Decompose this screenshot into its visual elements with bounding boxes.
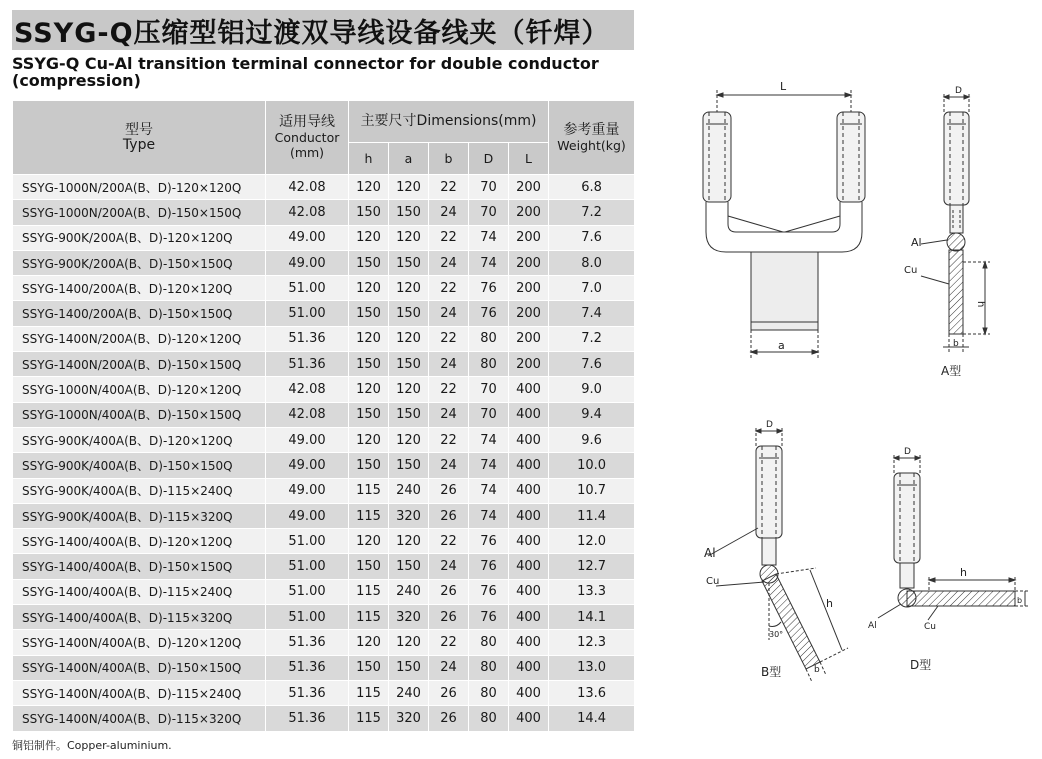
cell-h: 120 [349, 427, 389, 452]
cell-L: 200 [509, 250, 549, 275]
cell-conductor: 51.36 [266, 706, 349, 731]
cell-h: 150 [349, 453, 389, 478]
cell-conductor: 51.36 [266, 352, 349, 377]
cell-conductor: 42.08 [266, 200, 349, 225]
cell-type: SSYG-1400/400A(B、D)-115×240Q [13, 579, 266, 604]
cell-L: 400 [509, 402, 549, 427]
page-subtitle: SSYG-Q Cu-Al transition terminal connector for double conductor (compression) [12, 54, 599, 90]
cell-D: 80 [469, 655, 509, 680]
type-a-drawing [921, 94, 990, 352]
cell-D: 70 [469, 402, 509, 427]
cell-type: SSYG-1400N/400A(B、D)-150×150Q [13, 655, 266, 680]
header-conductor-unit: (mm) [289, 145, 325, 160]
cell-conductor: 49.00 [266, 478, 349, 503]
type-d-label-cu: Cu [924, 622, 936, 632]
cell-weight: 14.4 [549, 706, 635, 731]
cell-conductor: 51.00 [266, 529, 349, 554]
cell-conductor: 51.36 [266, 655, 349, 680]
cell-type: SSYG-900K/200A(B、D)-120×120Q [13, 225, 266, 250]
cell-conductor: 42.08 [266, 175, 349, 200]
cell-weight: 9.4 [549, 402, 635, 427]
cell-D: 74 [469, 250, 509, 275]
cell-b: 24 [429, 200, 469, 225]
cell-b: 26 [429, 579, 469, 604]
cell-h: 115 [349, 605, 389, 630]
cell-b: 22 [429, 175, 469, 200]
cell-type: SSYG-1400/400A(B、D)-150×150Q [13, 554, 266, 579]
cell-conductor: 51.36 [266, 630, 349, 655]
cell-a: 150 [389, 402, 429, 427]
cell-conductor: 42.08 [266, 402, 349, 427]
cell-b: 26 [429, 478, 469, 503]
cell-L: 400 [509, 630, 549, 655]
cell-h: 150 [349, 250, 389, 275]
cell-type: SSYG-1000N/400A(B、D)-120×120Q [13, 377, 266, 402]
cell-weight: 12.0 [549, 529, 635, 554]
cell-D: 76 [469, 301, 509, 326]
cell-D: 80 [469, 680, 509, 705]
cell-a: 150 [389, 200, 429, 225]
cell-L: 400 [509, 680, 549, 705]
cell-b: 26 [429, 680, 469, 705]
cell-h: 115 [349, 706, 389, 731]
header-conductor-en: Conductor [274, 130, 340, 145]
type-b-label-angle: 30° [769, 630, 784, 639]
cell-weight: 13.0 [549, 655, 635, 680]
type-d-label-al: Al [868, 621, 877, 631]
cell-b: 26 [429, 605, 469, 630]
cell-a: 120 [389, 377, 429, 402]
cell-b: 22 [429, 326, 469, 351]
cell-a: 120 [389, 175, 429, 200]
cell-D: 74 [469, 225, 509, 250]
cell-h: 115 [349, 579, 389, 604]
cell-b: 26 [429, 706, 469, 731]
cell-type: SSYG-1400/400A(B、D)-120×120Q [13, 529, 266, 554]
cell-type: SSYG-900K/400A(B、D)-150×150Q [13, 453, 266, 478]
cell-conductor: 49.00 [266, 225, 349, 250]
type-a-label-h: h [975, 301, 986, 308]
cell-type: SSYG-900K/200A(B、D)-150×150Q [13, 250, 266, 275]
cell-b: 24 [429, 402, 469, 427]
cell-h: 150 [349, 301, 389, 326]
cell-weight: 11.4 [549, 503, 635, 528]
type-a-label-D: D [955, 86, 962, 96]
header-type-en: Type [122, 136, 156, 153]
cell-D: 80 [469, 352, 509, 377]
cell-a: 120 [389, 225, 429, 250]
cell-h: 150 [349, 655, 389, 680]
cell-D: 74 [469, 453, 509, 478]
cell-L: 400 [509, 706, 549, 731]
cell-D: 76 [469, 579, 509, 604]
type-d-drawing [878, 455, 1030, 620]
cell-a: 120 [389, 630, 429, 655]
header-dim-L: L [509, 143, 549, 175]
cell-L: 400 [509, 453, 549, 478]
cell-h: 150 [349, 402, 389, 427]
cell-h: 120 [349, 326, 389, 351]
cell-weight: 10.7 [549, 478, 635, 503]
cell-weight: 7.2 [549, 200, 635, 225]
cell-L: 200 [509, 276, 549, 301]
cell-h: 120 [349, 175, 389, 200]
cell-D: 76 [469, 605, 509, 630]
cell-D: 74 [469, 478, 509, 503]
type-a-caption: A型 [941, 364, 962, 378]
cell-b: 22 [429, 377, 469, 402]
cell-b: 24 [429, 250, 469, 275]
cell-weight: 7.6 [549, 225, 635, 250]
cell-weight: 7.4 [549, 301, 635, 326]
cell-a: 120 [389, 326, 429, 351]
cell-conductor: 51.00 [266, 605, 349, 630]
cell-type: SSYG-1400N/400A(B、D)-115×320Q [13, 706, 266, 731]
cell-conductor: 51.36 [266, 680, 349, 705]
cell-h: 115 [349, 478, 389, 503]
cell-D: 76 [469, 529, 509, 554]
cell-weight: 12.3 [549, 630, 635, 655]
cell-L: 400 [509, 377, 549, 402]
cell-L: 400 [509, 427, 549, 452]
cell-type: SSYG-1400N/200A(B、D)-120×120Q [13, 326, 266, 351]
cell-D: 70 [469, 200, 509, 225]
cell-a: 240 [389, 579, 429, 604]
cell-L: 200 [509, 200, 549, 225]
type-b-label-D: D [766, 420, 773, 430]
cell-L: 400 [509, 655, 549, 680]
cell-type: SSYG-1400N/400A(B、D)-115×240Q [13, 680, 266, 705]
cell-a: 150 [389, 301, 429, 326]
cell-type: SSYG-1000N/200A(B、D)-150×150Q [13, 200, 266, 225]
header-weight-cn: 参考重量 [563, 121, 620, 138]
cell-h: 150 [349, 554, 389, 579]
cell-weight: 14.1 [549, 605, 635, 630]
cell-b: 24 [429, 453, 469, 478]
header-weight-en: Weight(kg) [557, 137, 626, 153]
cell-weight: 9.0 [549, 377, 635, 402]
cell-h: 120 [349, 276, 389, 301]
cell-b: 24 [429, 352, 469, 377]
header-conductor-cn: 适用导线 [279, 114, 335, 130]
cell-a: 150 [389, 655, 429, 680]
cell-a: 320 [389, 706, 429, 731]
cell-a: 120 [389, 276, 429, 301]
cell-conductor: 51.00 [266, 554, 349, 579]
cell-conductor: 51.00 [266, 579, 349, 604]
cell-conductor: 51.00 [266, 301, 349, 326]
cell-conductor: 49.00 [266, 503, 349, 528]
cell-weight: 8.0 [549, 250, 635, 275]
cell-D: 80 [469, 630, 509, 655]
type-b-caption: B型 [761, 665, 782, 679]
cell-D: 76 [469, 554, 509, 579]
cell-L: 400 [509, 478, 549, 503]
type-b-label-al: Al [704, 546, 716, 560]
cell-D: 74 [469, 503, 509, 528]
header-dim-h: h [349, 143, 389, 175]
front-label-L: L [780, 80, 787, 93]
cell-L: 400 [509, 554, 549, 579]
cell-b: 26 [429, 503, 469, 528]
cell-b: 22 [429, 529, 469, 554]
header-dim-a: a [389, 143, 429, 175]
cell-L: 200 [509, 326, 549, 351]
cell-b: 22 [429, 427, 469, 452]
cell-h: 115 [349, 503, 389, 528]
page-title: SSYG-Q压缩型铝过渡双导线设备线夹（钎焊） [14, 18, 610, 49]
cell-type: SSYG-1400/400A(B、D)-115×320Q [13, 605, 266, 630]
cell-L: 400 [509, 503, 549, 528]
header-type-cn: 型号 [125, 121, 153, 138]
cell-conductor: 51.36 [266, 326, 349, 351]
cell-D: 74 [469, 427, 509, 452]
cell-conductor: 42.08 [266, 377, 349, 402]
cell-a: 150 [389, 250, 429, 275]
type-d-label-D: D [904, 447, 911, 457]
cell-a: 150 [389, 554, 429, 579]
cell-h: 150 [349, 352, 389, 377]
cell-a: 120 [389, 529, 429, 554]
header-dim-b: b [429, 143, 469, 175]
cell-weight: 7.2 [549, 326, 635, 351]
cell-h: 120 [349, 377, 389, 402]
cell-conductor: 49.00 [266, 453, 349, 478]
cell-type: SSYG-1400/200A(B、D)-150×150Q [13, 301, 266, 326]
cell-weight: 7.6 [549, 352, 635, 377]
cell-a: 320 [389, 503, 429, 528]
cell-type: SSYG-1400N/400A(B、D)-120×120Q [13, 630, 266, 655]
front-label-a: a [778, 339, 785, 352]
cell-weight: 10.0 [549, 453, 635, 478]
cell-conductor: 51.00 [266, 276, 349, 301]
header-dim-D: D [469, 143, 509, 175]
cell-L: 400 [509, 605, 549, 630]
cell-a: 150 [389, 352, 429, 377]
cell-b: 24 [429, 554, 469, 579]
cell-b: 22 [429, 630, 469, 655]
cell-weight: 12.7 [549, 554, 635, 579]
cell-b: 22 [429, 225, 469, 250]
type-b-label-b: b [814, 665, 820, 675]
cell-D: 70 [469, 175, 509, 200]
footnote: 铜铝制件。Copper-aluminium. [12, 739, 172, 752]
cell-type: SSYG-900K/400A(B、D)-120×120Q [13, 427, 266, 452]
cell-type: SSYG-900K/400A(B、D)-115×240Q [13, 478, 266, 503]
cell-D: 76 [469, 276, 509, 301]
cell-L: 200 [509, 225, 549, 250]
cell-type: SSYG-1400N/200A(B、D)-150×150Q [13, 352, 266, 377]
cell-weight: 6.8 [549, 175, 635, 200]
type-a-label-al: Al [911, 236, 922, 249]
cell-L: 400 [509, 529, 549, 554]
cell-type: SSYG-1400/200A(B、D)-120×120Q [13, 276, 266, 301]
cell-weight: 13.3 [549, 579, 635, 604]
cell-weight: 13.6 [549, 680, 635, 705]
cell-h: 115 [349, 680, 389, 705]
cell-a: 240 [389, 680, 429, 705]
cell-h: 120 [349, 225, 389, 250]
type-d-label-h: h [960, 566, 967, 579]
type-a-label-cu: Cu [904, 265, 918, 276]
type-a-label-b: b [953, 339, 959, 349]
cell-L: 200 [509, 352, 549, 377]
cell-D: 80 [469, 326, 509, 351]
cell-a: 240 [389, 478, 429, 503]
cell-D: 70 [469, 377, 509, 402]
type-d-label-b: b [1017, 596, 1023, 605]
cell-a: 150 [389, 453, 429, 478]
cell-type: SSYG-1000N/400A(B、D)-150×150Q [13, 402, 266, 427]
cell-a: 120 [389, 427, 429, 452]
type-b-label-cu: Cu [706, 576, 720, 587]
header-dimensions: 主要尺寸Dimensions(mm) [349, 101, 549, 143]
cell-L: 200 [509, 175, 549, 200]
cell-h: 150 [349, 200, 389, 225]
cell-b: 24 [429, 655, 469, 680]
type-d-caption: D型 [910, 658, 932, 672]
front-view-drawing [703, 90, 865, 360]
type-b-drawing [708, 428, 848, 682]
cell-type: SSYG-900K/400A(B、D)-115×320Q [13, 503, 266, 528]
cell-weight: 7.0 [549, 276, 635, 301]
type-b-label-h: h [826, 597, 833, 610]
cell-L: 400 [509, 579, 549, 604]
cell-L: 200 [509, 301, 549, 326]
cell-type: SSYG-1000N/200A(B、D)-120×120Q [13, 175, 266, 200]
cell-h: 120 [349, 529, 389, 554]
cell-conductor: 49.00 [266, 250, 349, 275]
cell-b: 24 [429, 301, 469, 326]
cell-a: 320 [389, 605, 429, 630]
cell-conductor: 49.00 [266, 427, 349, 452]
cell-b: 22 [429, 276, 469, 301]
cell-D: 80 [469, 706, 509, 731]
cell-weight: 9.6 [549, 427, 635, 452]
cell-h: 120 [349, 630, 389, 655]
